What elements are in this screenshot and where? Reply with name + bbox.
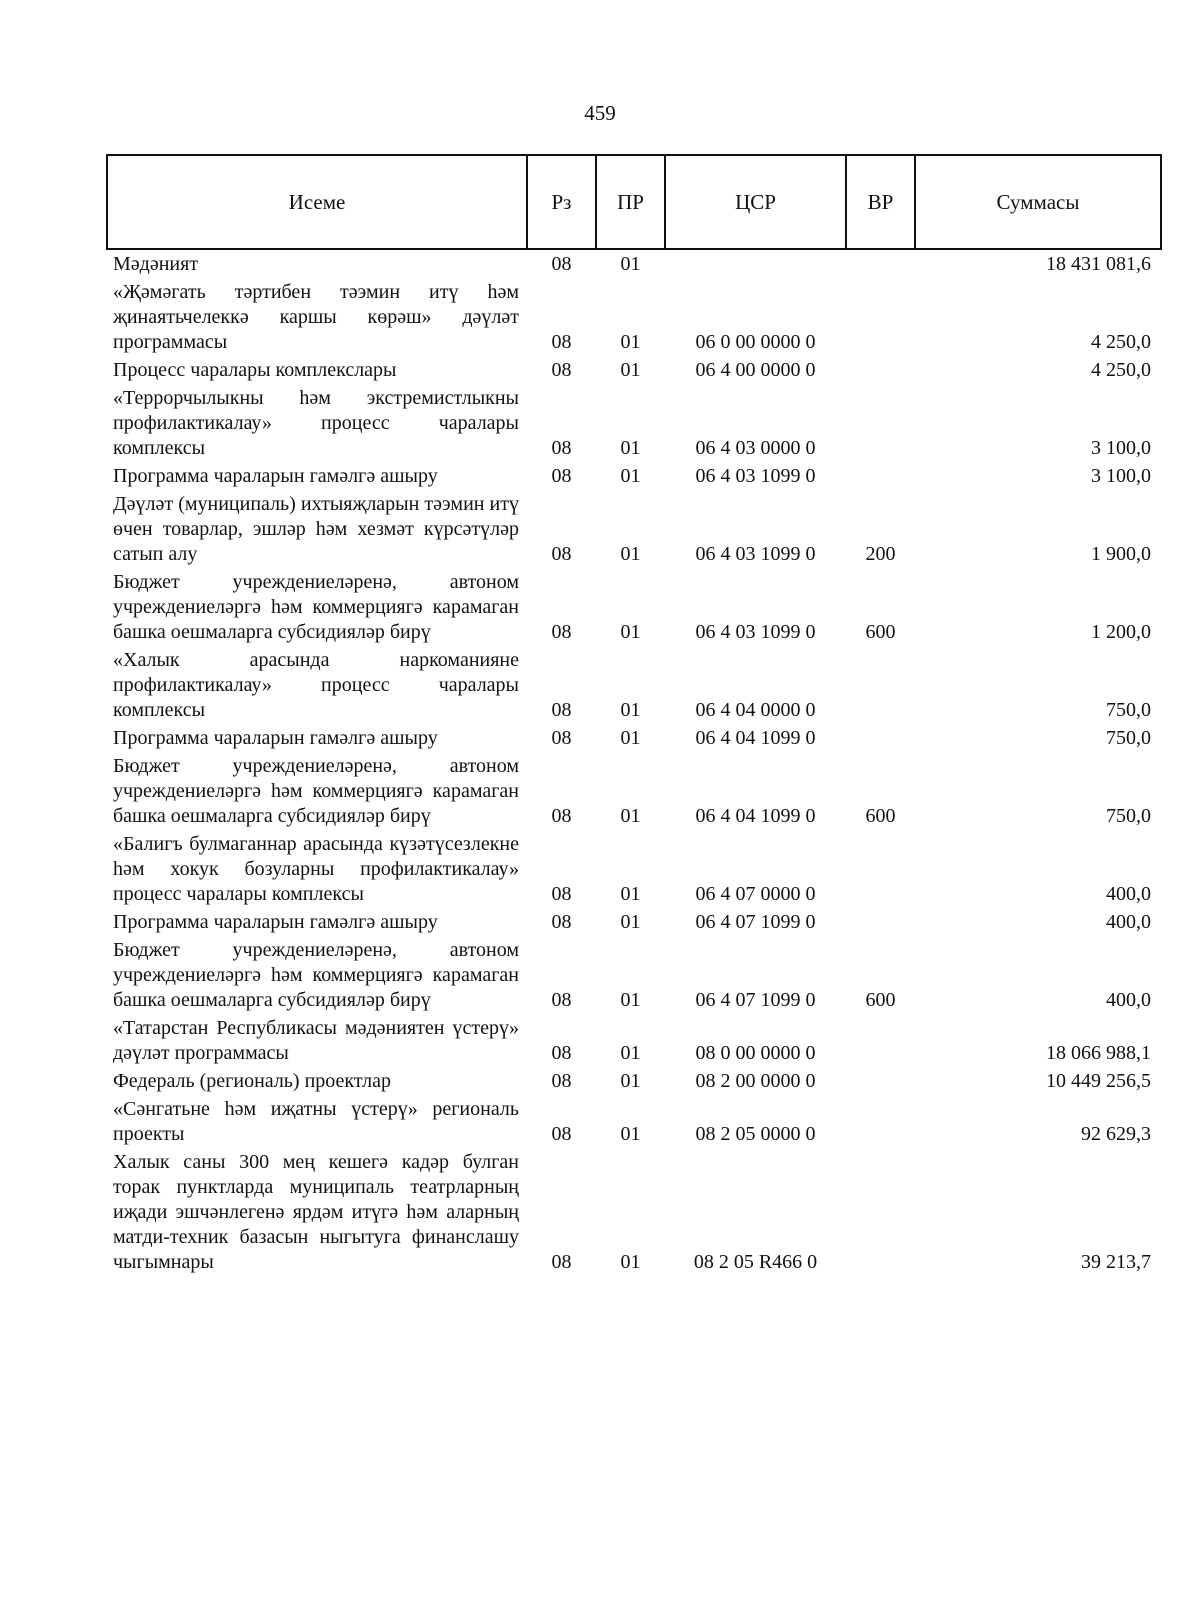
row-sum: 4 250,0 bbox=[1091, 359, 1151, 381]
row-pr: 01 bbox=[620, 543, 641, 565]
table-row bbox=[107, 463, 1161, 491]
header-sum: Суммасы bbox=[915, 155, 1161, 249]
row-rz: 08 bbox=[551, 621, 572, 643]
row-pr: 01 bbox=[620, 1123, 641, 1145]
row-rz: 08 bbox=[551, 465, 572, 487]
table-row bbox=[107, 569, 1161, 647]
row-sum: 10 449 256,5 bbox=[1046, 1070, 1151, 1092]
row-csr: 06 4 00 0000 0 bbox=[695, 359, 816, 381]
row-csr: 06 4 07 0000 0 bbox=[695, 883, 816, 905]
row-rz: 08 bbox=[551, 727, 572, 749]
row-rz: 08 bbox=[551, 1251, 572, 1273]
row-rz: 08 bbox=[551, 1070, 572, 1092]
row-name: Мәдәният bbox=[113, 253, 199, 275]
row-csr: 06 4 03 0000 0 bbox=[695, 437, 816, 459]
row-sum: 750,0 bbox=[1106, 699, 1151, 721]
row-pr: 01 bbox=[620, 911, 641, 933]
row-sum: 4 250,0 bbox=[1091, 331, 1151, 353]
row-name: Программа чараларын гамәлгә ашыру bbox=[113, 465, 438, 487]
row-sum: 3 100,0 bbox=[1091, 437, 1151, 459]
row-pr: 01 bbox=[620, 621, 641, 643]
table-row bbox=[107, 647, 1161, 725]
row-vr bbox=[846, 725, 915, 753]
row-name: Дәүләт (муниципаль) ихтыяҗларын тәэмин итү өчен товарлар, эшләр һәм хезмәт күрсәтүләр сатып алу bbox=[113, 493, 519, 565]
row-csr: 08 2 05 R466 0 bbox=[693, 1251, 818, 1273]
row-name: Процесс чаралары комплекслары bbox=[113, 359, 397, 381]
row-name: Программа чараларын гамәлгә ашыру bbox=[113, 727, 438, 749]
row-csr bbox=[665, 249, 846, 279]
row-pr: 01 bbox=[620, 1042, 641, 1064]
table-row bbox=[107, 937, 1161, 1015]
row-csr: 06 4 03 1099 0 bbox=[695, 543, 816, 565]
row-sum: 92 629,3 bbox=[1081, 1123, 1151, 1145]
row-csr: 06 4 07 1099 0 bbox=[695, 911, 816, 933]
row-name: «Сәнгатьне һәм иҗатны үстерү» региональ проекты bbox=[113, 1098, 519, 1145]
header-csr: ЦСР bbox=[665, 155, 846, 249]
row-rz: 08 bbox=[551, 883, 572, 905]
header-rz: Рз bbox=[527, 155, 596, 249]
row-rz: 08 bbox=[551, 1042, 572, 1064]
table-row bbox=[107, 1015, 1161, 1068]
row-csr: 06 4 04 0000 0 bbox=[695, 699, 816, 721]
row-sum: 1 900,0 bbox=[1091, 543, 1151, 565]
row-vr bbox=[846, 249, 915, 279]
row-vr bbox=[846, 831, 915, 909]
table-row bbox=[107, 1149, 1161, 1277]
row-name: Бюджет учреждениеләренә, автоном учреждениеләргә һәм коммерциягә карамаган башка оешмаларга субсидияләр бирү bbox=[113, 571, 519, 643]
table-row bbox=[107, 279, 1161, 357]
row-rz: 08 bbox=[551, 359, 572, 381]
row-csr: 06 4 04 1099 0 bbox=[695, 805, 816, 827]
row-pr: 01 bbox=[620, 1070, 641, 1092]
row-vr bbox=[846, 1068, 915, 1096]
row-sum: 1 200,0 bbox=[1091, 621, 1151, 643]
row-sum: 3 100,0 bbox=[1091, 465, 1151, 487]
row-name: «Татарстан Республикасы мәдәниятен үстерү» дәүләт программасы bbox=[113, 1017, 519, 1064]
row-pr: 01 bbox=[620, 359, 641, 381]
row-vr bbox=[846, 647, 915, 725]
row-vr bbox=[846, 279, 915, 357]
header-pr: ПР bbox=[596, 155, 665, 249]
row-csr: 06 4 07 1099 0 bbox=[695, 989, 816, 1011]
table-row bbox=[107, 1068, 1161, 1096]
row-vr bbox=[846, 909, 915, 937]
row-csr: 08 0 00 0000 0 bbox=[695, 1042, 816, 1064]
row-rz: 08 bbox=[551, 911, 572, 933]
row-pr: 01 bbox=[620, 1251, 641, 1273]
row-vr bbox=[846, 463, 915, 491]
row-vr bbox=[846, 357, 915, 385]
row-sum: 400,0 bbox=[1106, 911, 1151, 933]
page-number: 459 bbox=[584, 101, 616, 125]
table-row bbox=[107, 725, 1161, 753]
table-body bbox=[107, 249, 1161, 1277]
row-csr: 06 4 03 1099 0 bbox=[695, 465, 816, 487]
row-name: «Балигъ булмаганнар арасында күзәтүсезлекне һәм хокук бозуларны профилактикалау» процесс чаралары комплексы bbox=[113, 833, 519, 905]
row-vr bbox=[846, 1149, 915, 1277]
row-sum: 400,0 bbox=[1106, 883, 1151, 905]
row-sum: 750,0 bbox=[1106, 805, 1151, 827]
row-sum: 400,0 bbox=[1106, 989, 1151, 1011]
row-pr: 01 bbox=[620, 883, 641, 905]
row-pr: 01 bbox=[620, 699, 641, 721]
header-name: Исеме bbox=[107, 155, 527, 249]
row-vr bbox=[846, 1096, 915, 1149]
row-sum: 18 431 081,6 bbox=[1046, 253, 1151, 275]
row-name: «Террорчылыкны һәм экстремистлыкны профилактикалау» процесс чаралары комплексы bbox=[113, 387, 519, 459]
row-name: Федераль (региональ) проектлар bbox=[113, 1070, 391, 1092]
row-name: Бюджет учреждениеләренә, автоном учреждениеләргә һәм коммерциягә карамаган башка оешмаларга субсидияләр бирү bbox=[113, 939, 519, 1011]
row-name: Программа чараларын гамәлгә ашыру bbox=[113, 911, 438, 933]
row-pr: 01 bbox=[620, 253, 641, 275]
row-rz: 08 bbox=[551, 253, 572, 275]
header-row bbox=[107, 155, 1161, 249]
row-rz: 08 bbox=[551, 543, 572, 565]
row-rz: 08 bbox=[551, 331, 572, 353]
row-rz: 08 bbox=[551, 805, 572, 827]
row-rz: 08 bbox=[551, 437, 572, 459]
row-sum: 39 213,7 bbox=[1081, 1251, 1151, 1273]
table-row bbox=[107, 385, 1161, 463]
header-vr: ВР bbox=[846, 155, 915, 249]
table-header bbox=[107, 155, 1161, 249]
row-rz: 08 bbox=[551, 1123, 572, 1145]
table-row bbox=[107, 831, 1161, 909]
table-row bbox=[107, 491, 1161, 569]
row-vr: 600 bbox=[865, 989, 896, 1011]
row-rz: 08 bbox=[551, 699, 572, 721]
row-name: Бюджет учреждениеләренә, автоном учреждениеләргә һәм коммерциягә карамаган башка оешмаларга субсидияләр бирү bbox=[113, 755, 519, 827]
row-sum: 18 066 988,1 bbox=[1046, 1042, 1151, 1064]
row-pr: 01 bbox=[620, 331, 641, 353]
row-name: «Халык арасында наркоманияне профилактикалау» процесс чаралары комплексы bbox=[113, 649, 519, 721]
budget-table bbox=[106, 154, 1162, 1277]
row-vr: 600 bbox=[865, 621, 896, 643]
table-row bbox=[107, 357, 1161, 385]
row-pr: 01 bbox=[620, 727, 641, 749]
row-vr: 200 bbox=[865, 543, 896, 565]
row-csr: 08 2 00 0000 0 bbox=[695, 1070, 816, 1092]
row-sum: 750,0 bbox=[1106, 727, 1151, 749]
row-vr bbox=[846, 1015, 915, 1068]
row-rz: 08 bbox=[551, 989, 572, 1011]
row-pr: 01 bbox=[620, 465, 641, 487]
table-row bbox=[107, 249, 1161, 279]
table-row bbox=[107, 753, 1161, 831]
row-name: «Җәмәгать тәртибен тәэмин итү һәм җинаятьчелеккә каршы көрәш» дәүләт программасы bbox=[113, 281, 519, 353]
row-pr: 01 bbox=[620, 989, 641, 1011]
row-pr: 01 bbox=[620, 437, 641, 459]
table-row bbox=[107, 909, 1161, 937]
row-pr: 01 bbox=[620, 805, 641, 827]
row-csr: 06 4 04 1099 0 bbox=[695, 727, 816, 749]
table-row bbox=[107, 1096, 1161, 1149]
row-csr: 06 0 00 0000 0 bbox=[695, 331, 816, 353]
row-csr: 08 2 05 0000 0 bbox=[695, 1123, 816, 1145]
row-vr bbox=[846, 385, 915, 463]
row-vr: 600 bbox=[865, 805, 896, 827]
row-csr: 06 4 03 1099 0 bbox=[695, 621, 816, 643]
row-name: Халык саны 300 мең кешегә кадәр булган торак пунктларда муниципаль театрларның иҗади эшчәнлегенә ярдәм итүгә һәм аларның матди-техник базасын ныгытуга финанслашу чыгымнары bbox=[113, 1151, 519, 1273]
